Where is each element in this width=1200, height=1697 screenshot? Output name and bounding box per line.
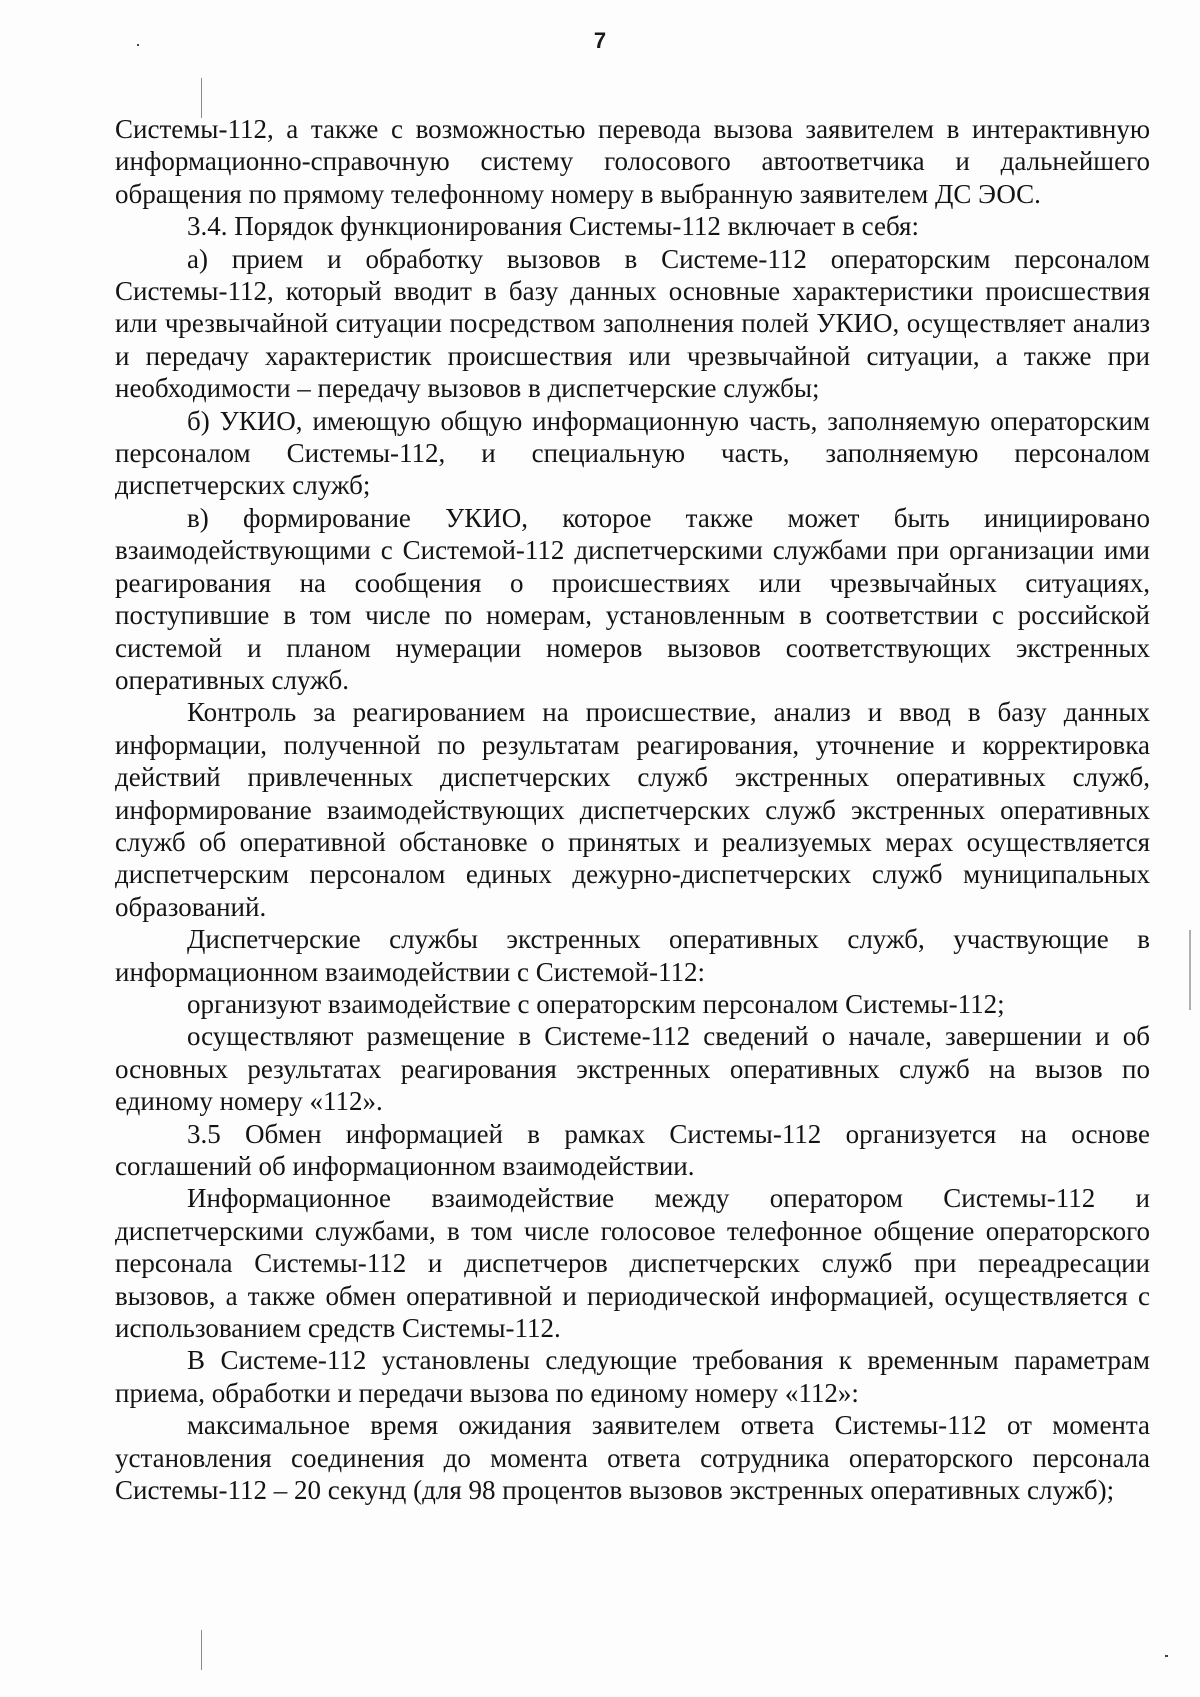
paragraph: организуют взаимодействие с операторским персоналом Системы-112; (187, 988, 1005, 1019)
paragraph: 3.5 Обмен информацией в рамках Системы-112 организуется на основе соглашений об информационном взаимодействии. (115, 1118, 1150, 1181)
paragraph: 3.4. Порядок функционирования Системы-112 включает в себя: (187, 211, 919, 242)
page-number: 7 (593, 28, 607, 53)
paragraph: В Системе-112 установлены следующие требования к временным параметрам приема, обработки и передачи вызова по единому номеру «112»: (115, 1345, 1150, 1408)
scan-artifact-line-top (201, 78, 202, 118)
scan-artifact-margin-line (1189, 930, 1191, 1010)
document-body (115, 113, 1150, 1506)
paragraph: осуществляют размещение в Системе-112 сведений о начале, завершении и об основных результатах реагирования экстренных оперативных служб на вызов по единому номеру «112». (115, 1021, 1150, 1117)
paragraph: б) УКИО, имеющую общую информационную часть, заполняемую операторским персоналом Системы-112, и специальную часть, заполняемую персоналом диспетчерских служб; (115, 405, 1150, 501)
paragraph: в) формирование УКИО, которое также может быть инициировано взаимодействующими с Системой-112 диспетчерскими службами при организации ими реагирования на сообщения о происшествиях или чрезвычайных ситуациях, поступившие в том числе по номерам, установленным в соответствии с российской системой и планом нумерации номеров вызовов соответствующих экстренных оперативных служб. (115, 502, 1150, 695)
paragraph: Контроль за реагированием на происшествие, анализ и ввод в базу данных информации, полученной по результатам реагирования, уточнение и корректировка действий привлеченных диспетчерских служб экстренных оперативных служб, информирование взаимодействующих диспетчерских служб экстренных оперативных служб об оперативной обстановке о принятых и реализуемых мерах осуществляется диспетчерским персоналом единых дежурно-диспетчерских служб муниципальных образований. (115, 697, 1150, 922)
scan-artifact-dot (1165, 1655, 1168, 1657)
scan-artifact-line-bottom (201, 1630, 202, 1670)
paragraph: Информационное взаимодействие между оператором Системы-112 и диспетчерскими службами, в том числе голосовое телефонное общение операторского персонала Системы-112 и диспетчеров диспетчерских служб при переадресации вызовов, а также обмен оперативной и периодической информацией, осуществляется с использованием средств Системы-112. (115, 1183, 1150, 1344)
paragraph: Диспетчерские службы экстренных оперативных служб, участвующие в информационном взаимодействии с Системой-112: (115, 924, 1150, 987)
paragraph: а) прием и обработку вызовов в Системе-112 операторским персоналом Системы-112, который вводит в базу данных основные характеристики происшествия или чрезвычайной ситуации посредством заполнения полей УКИО, осуществляет анализ и передачу характеристик происшествия или чрезвычайной ситуации, а также при необходимости – передачу вызовов в диспетчерские службы; (115, 243, 1150, 404)
paragraph: Системы-112, а также с возможностью перевода вызова заявителем в интерактивную информационно-справочную систему голосового автоответчика и дальнейшего обращения по прямому телефонному номеру в выбранную заявителем ДС ЭОС. (115, 114, 1150, 209)
paragraph: максимальное время ожидания заявителем ответа Системы-112 от момента установления соединения до момента ответа сотрудника операторского персонала Системы-112 – 20 секунд (для 98 процентов вызовов экстренных оперативных служб); (115, 1410, 1150, 1506)
